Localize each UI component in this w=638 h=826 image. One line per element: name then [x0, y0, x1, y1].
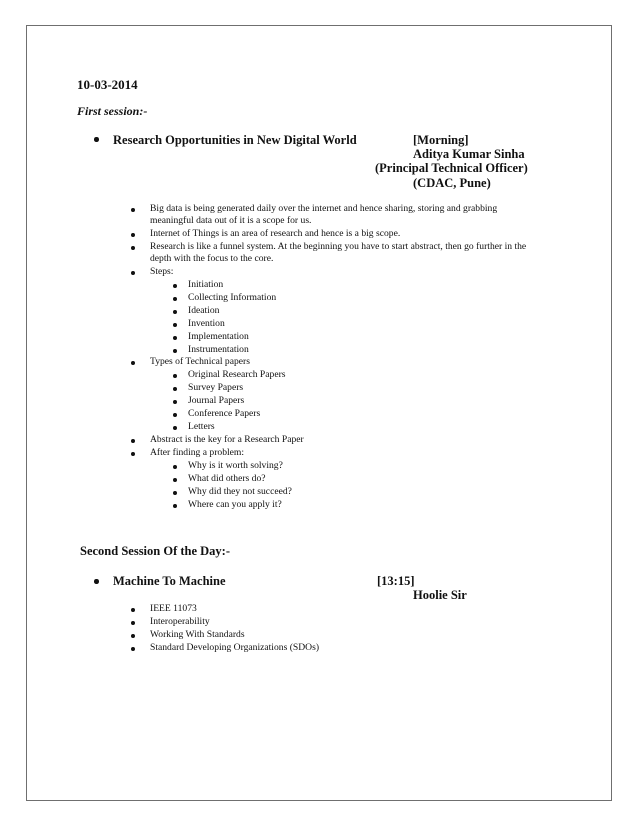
paper-type-item: Journal Papers — [188, 395, 245, 406]
first-session-label: First session:- — [77, 104, 148, 118]
bullet — [173, 374, 177, 378]
step-item: Ideation — [188, 305, 220, 316]
bullet — [131, 608, 135, 612]
step-item: Invention — [188, 318, 225, 329]
paper-type-item: Original Research Papers — [188, 369, 286, 380]
point-text: IEEE 11073 — [150, 603, 197, 614]
second-session-label: Second Session Of the Day:- — [80, 544, 231, 558]
bullet — [131, 621, 135, 625]
paper-type-item: Letters — [188, 421, 215, 432]
point-text: Big data is being generated daily over the internet and hence sharing, storing and grabbing — [150, 203, 498, 214]
bullet — [173, 336, 177, 340]
bullet — [131, 439, 135, 443]
bullet — [173, 297, 177, 301]
point-text: Interoperability — [150, 616, 210, 627]
bullet — [173, 478, 177, 482]
bullet — [173, 310, 177, 314]
question-item: Why is it worth solving? — [188, 460, 283, 471]
bullet — [173, 284, 177, 288]
bullet — [173, 400, 177, 404]
session1-org: (CDAC, Pune) — [413, 176, 491, 190]
question-item: What did others do? — [188, 473, 266, 484]
point-text: Internet of Things is an area of research and hence is a big scope. — [150, 228, 401, 239]
point-text: Research is like a funnel system. At the beginning you have to start abstract, then go further in the — [150, 241, 527, 252]
point-text: meaningful data out of it is a scope for us. — [150, 215, 312, 226]
point-text: Abstract is the key for a Research Paper — [150, 434, 304, 445]
paper-type-item: Survey Papers — [188, 382, 244, 393]
question-item: Where can you apply it? — [188, 499, 282, 510]
point-text: Working With Standards — [150, 629, 245, 640]
bullet — [173, 349, 177, 353]
session2-time: [13:15] — [377, 574, 415, 588]
topic-bullet — [94, 579, 99, 584]
session1-time: [Morning] — [413, 133, 469, 147]
step-item: Instrumentation — [188, 344, 249, 355]
bullet — [131, 271, 135, 275]
session1-topic: Research Opportunities in New Digital World — [113, 133, 357, 147]
step-item: Initiation — [188, 279, 224, 290]
point-text: Types of Technical papers — [150, 356, 250, 367]
bullet — [173, 504, 177, 508]
bullet — [173, 413, 177, 417]
bullet — [173, 387, 177, 391]
point-text: Steps: — [150, 266, 174, 277]
bullet — [131, 246, 135, 250]
bullet — [173, 465, 177, 469]
bullet — [131, 452, 135, 456]
bullet — [131, 233, 135, 237]
bullet — [131, 361, 135, 365]
step-item: Implementation — [188, 331, 249, 342]
bullet — [173, 323, 177, 327]
point-text: After finding a problem: — [150, 447, 245, 458]
bullet — [131, 208, 135, 212]
session2-topic: Machine To Machine — [113, 574, 226, 588]
session1-speaker: Aditya Kumar Sinha — [413, 147, 525, 161]
session2-speaker: Hoolie Sir — [413, 588, 467, 602]
bullet — [173, 491, 177, 495]
point-text: depth with the focus to the core. — [150, 253, 274, 264]
bullet — [131, 634, 135, 638]
question-item: Why did they not succeed? — [188, 486, 292, 497]
paper-type-item: Conference Papers — [188, 408, 261, 419]
session1-role: (Principal Technical Officer) — [375, 161, 528, 175]
date-heading: 10-03-2014 — [77, 77, 138, 92]
bullet — [131, 647, 135, 651]
bullet — [173, 426, 177, 430]
step-item: Collecting Information — [188, 292, 277, 303]
point-text: Standard Developing Organizations (SDOs) — [150, 642, 320, 653]
topic-bullet — [94, 137, 99, 142]
